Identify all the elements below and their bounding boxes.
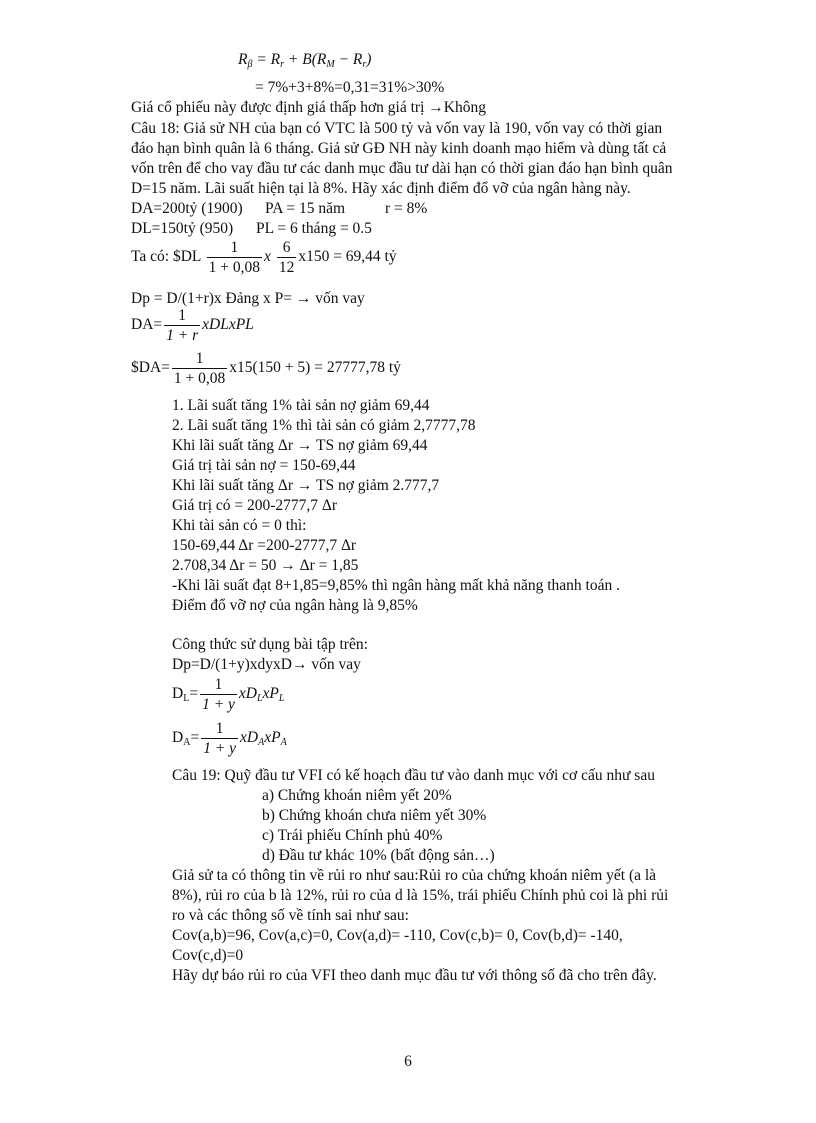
fraction: $\frac{1}{1 + 0,08}$ [173, 350, 226, 387]
q18-data-pl: PL = 6 tháng = 0.5 [256, 220, 372, 237]
fraction: $\frac{1}{1 + 0,08}$ [208, 239, 261, 276]
q19-text-2: 8%), rủi ro của b là 12%, rủi ro của d là 15%, trái phiếu Chính phủ coi là phi rủi [172, 887, 669, 904]
list-item: a) Chứng khoán niêm yết 20% [262, 787, 452, 804]
page-number: 6 [404, 1053, 412, 1070]
q18-step-5: Khi tài sản có = 0 thì: [172, 517, 307, 534]
q19-text-4: Cov(a,b)=96, Cov(a,c)=0, Cov(a,d)= -110, Cov(c,b)= 0, Cov(b,d)= -140, [172, 927, 623, 944]
q18-step-9: Điểm đổ vỡ nợ của ngân hàng là 9,85% [172, 597, 418, 614]
q18-step-3: Khi lãi suất tăng Δr → TS nợ giảm 2.777,7 [172, 477, 440, 494]
q18-data-da: DA=200tỷ (1900) [131, 200, 243, 217]
q18-text-1: Câu 18: Giả sử NH của bạn có VTC là 500 tỷ và vốn vay là 190, vốn vay có thời gian [131, 120, 663, 137]
fraction: $\frac{1}{1 + r}$ [166, 307, 199, 344]
q18-data-pa: PA = 15 năm [265, 200, 346, 217]
q19-text-1: Giả sử ta có thông tin về rủi ro như sau:Rủi ro của chứng khoán niêm yết (a là [172, 867, 657, 884]
q18-dl-calc: Ta có: $DL $\frac{1}{1 + 0,08}$ x $\frac{6}{12}$ x150 = 69,44 tỷ [131, 239, 397, 276]
list-item: b) Chứng khoán chưa niêm yết 30% [262, 807, 487, 824]
q18-da-formula: DA= $\frac{1}{1 + r}$ xDLxPL [131, 307, 254, 344]
capm-formula: $R_\beta = R_r + B(R_M - R_r)$ [238, 51, 372, 70]
formula-title: Công thức sử dụng bài tập trên: [172, 636, 368, 653]
formula-da: $D_A=$ $\frac{1}{1 + y}$ $xD_AxP_A$ [172, 720, 287, 757]
q18-data-dl: DL=150tỷ (950) [131, 220, 234, 237]
q18-step-1: Khi lãi suất tăng Δr → TS nợ giảm 69,44 [172, 437, 428, 454]
fraction: $\frac{1}{1 + y}$ [203, 720, 237, 757]
q18-step-2: Giá trị tài sản nợ = 150-69,44 [172, 457, 356, 474]
q18-data-r: r = 8% [385, 200, 428, 217]
q18-step-7: 2.708,34 Δr = 50 → Δr = 1,85 [172, 557, 359, 574]
q18-step-6: 150-69,44 Δr =200-2777,7 Δr [172, 537, 357, 554]
q18-step-8: -Khi lãi suất đạt 8+1,85=9,85% thì ngân hàng mất khả năng thanh toán . [172, 577, 620, 594]
q18-dp-line: Dp = D/(1+r)x Đảng x P= → vốn vay [131, 290, 365, 307]
q18-step-4: Giá trị có = 200-2777,7 Δr [172, 497, 338, 514]
list-item: c) Trái phiếu Chính phủ 40% [262, 827, 443, 844]
q18-sda-calc: $DA= $\frac{1}{1 + 0,08}$ x15(150 + 5) = 27777,78 tỷ [131, 350, 401, 387]
q19-title: Câu 19: Quỹ đầu tư VFI có kế hoạch đầu tư vào danh mục với cơ cấu như sau [172, 767, 655, 784]
capm-conclusion: Giá cổ phiếu này được định giá thấp hơn giá trị →Không [131, 99, 486, 116]
formula-dp: Dp=D/(1+y)xdyxD→ vốn vay [172, 656, 361, 673]
q18-text-2: đáo hạn bình quân là 6 tháng. Giả sử GĐ NH này kinh doanh mạo hiểm và dùng tất cả [131, 140, 667, 157]
q19-text-6: Hãy dự báo rủi ro của VFI theo danh mục đầu tư với thông số đã cho trên đây. [172, 967, 657, 984]
list-item: 1. Lãi suất tăng 1% tài sản nợ giảm 69,44 [172, 397, 430, 414]
q19-text-3: ro và các thông số về tính sai như sau: [172, 907, 409, 924]
fraction: $\frac{1}{1 + y}$ [202, 676, 235, 713]
q18-text-4: D=15 năm. Lãi suất hiện tại là 8%. Hãy xác định điểm đổ vỡ của ngân hàng này. [131, 180, 631, 197]
list-item: 2. Lãi suất tăng 1% thì tài sản có giảm 2,7777,78 [172, 417, 476, 434]
fraction: $\frac{6}{12}$ [278, 239, 295, 276]
q18-text-3: vốn trên để cho vay đầu tư các danh mục đầu tư dài hạn có thời gian đáo hạn bình quân [131, 160, 673, 177]
capm-result: = 7%+3+8%=0,31=31%>30% [255, 79, 445, 96]
q19-text-5: Cov(c,d)=0 [172, 947, 244, 964]
list-item: d) Đầu tư khác 10% (bất động sản…) [262, 847, 495, 864]
formula-dl: $D_L=$ $\frac{1}{1 + y}$ $xD_LxP_L$ [172, 676, 285, 713]
